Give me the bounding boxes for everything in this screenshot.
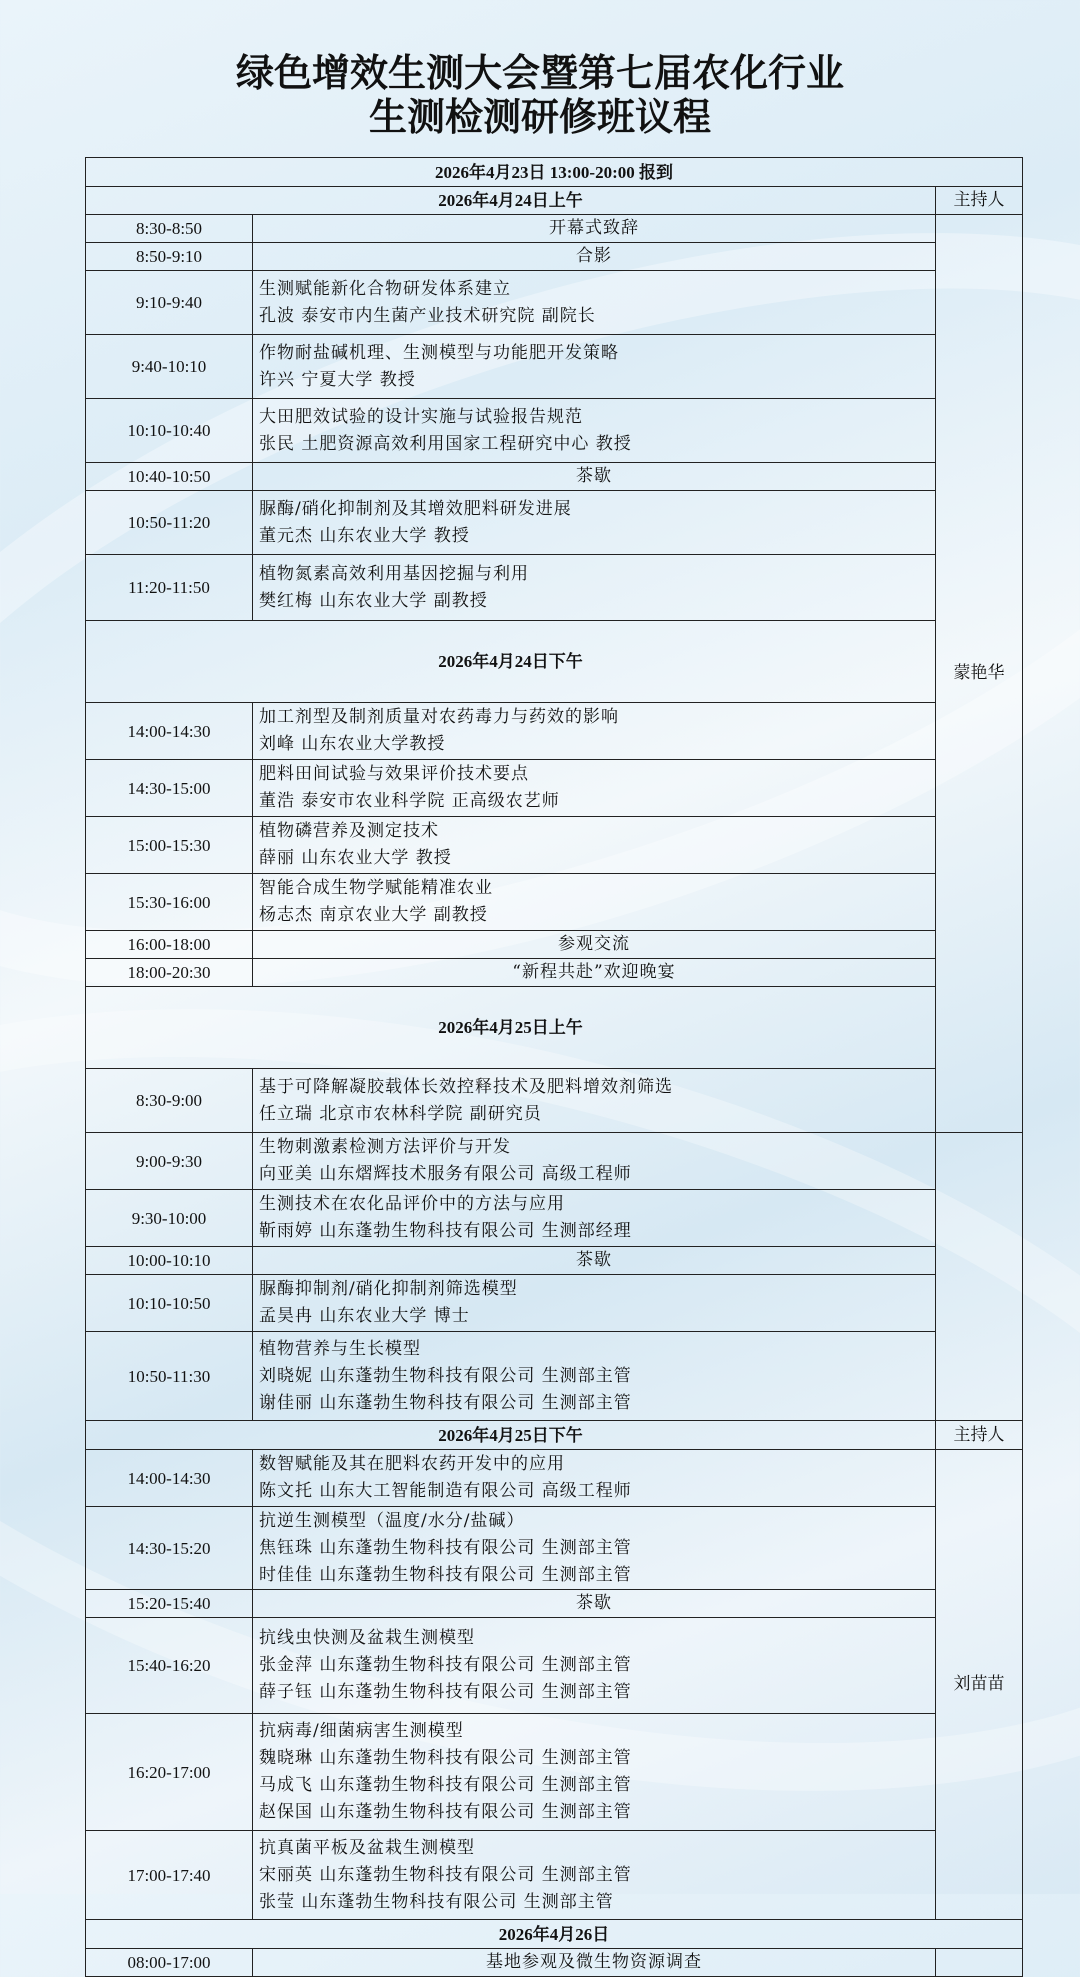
session-time: 9:10-9:40 — [86, 271, 253, 335]
session-time: 8:50-9:10 — [86, 243, 253, 271]
session-topic: 生物刺激素检测方法评价与开发 — [259, 1137, 511, 1157]
session-time: 9:00-9:30 — [86, 1133, 253, 1190]
agenda-row — [86, 1190, 1023, 1247]
session-speaker: 薛丽 山东农业大学 教授 — [259, 848, 452, 868]
session-topic: 茶歇 — [576, 466, 612, 486]
session-content — [253, 874, 936, 931]
session-content — [253, 703, 936, 760]
session-topic: 茶歇 — [576, 1593, 612, 1613]
agenda-row — [86, 1831, 1023, 1920]
session-time: 9:40-10:10 — [86, 335, 253, 399]
agenda-row — [86, 1069, 1023, 1133]
session-time: 10:10-10:50 — [86, 1275, 253, 1332]
session-topic: 智能合成生物学赋能精准农业 — [259, 878, 493, 898]
session-speaker: 马成飞 山东蓬勃生物科技有限公司 生测部主管 — [259, 1775, 632, 1795]
day-header: 2026年4月26日 — [86, 1920, 1023, 1949]
session-speaker: 陈文托 山东大工智能制造有限公司 高级工程师 — [259, 1481, 632, 1501]
session-content — [253, 1247, 936, 1275]
agenda-row — [86, 1590, 1023, 1618]
session-topic: 抗逆生测模型（温度/水分/盐碱） — [259, 1510, 525, 1531]
day-header-row — [86, 621, 1023, 703]
session-topic: 生测技术在农化品评价中的方法与应用 — [259, 1194, 565, 1214]
session-speaker: 许兴 宁夏大学 教授 — [259, 369, 416, 390]
session-topic: 开幕式致辞 — [549, 218, 639, 238]
session-time: 15:40-16:20 — [86, 1618, 253, 1714]
agenda-row — [86, 817, 1023, 874]
agenda-row — [86, 703, 1023, 760]
agenda-table — [85, 157, 1023, 1977]
session-content — [253, 463, 936, 491]
session-time: 14:30-15:00 — [86, 760, 253, 817]
registration-row — [86, 158, 1023, 187]
session-topic: 植物氮素高效利用基因挖掘与利用 — [259, 563, 529, 584]
agenda-row — [86, 1507, 1023, 1590]
session-content — [253, 959, 936, 987]
session-content — [253, 491, 936, 555]
session-topic: 抗病毒/细菌病害生测模型 — [259, 1721, 464, 1741]
agenda-row — [86, 399, 1023, 463]
session-time: 17:00-17:40 — [86, 1831, 253, 1920]
agenda-row — [86, 1949, 1023, 1977]
session-speaker: 樊红梅 山东农业大学 副教授 — [259, 590, 488, 611]
session-speaker: 靳雨婷 山东蓬勃生物科技有限公司 生测部经理 — [259, 1221, 632, 1241]
session-topic: 脲酶/硝化抑制剂及其增效肥料研发进展 — [259, 498, 572, 519]
agenda-row — [86, 1275, 1023, 1332]
session-content — [253, 1069, 936, 1133]
session-time: 10:50-11:30 — [86, 1332, 253, 1421]
session-topic: 肥料田间试验与效果评价技术要点 — [259, 764, 529, 784]
agenda-row — [86, 555, 1023, 621]
session-topic: 植物磷营养及测定技术 — [259, 821, 439, 841]
agenda-row — [86, 271, 1023, 335]
host-name: 蒙艳华 — [936, 215, 1023, 1133]
session-time: 9:30-10:00 — [86, 1190, 253, 1247]
session-speaker: 时佳佳 山东蓬勃生物科技有限公司 生测部主管 — [259, 1564, 632, 1585]
session-time: 15:30-16:00 — [86, 874, 253, 931]
session-time: 10:50-11:20 — [86, 491, 253, 555]
day-header: 2026年4月25日下午 — [86, 1421, 936, 1450]
session-content — [253, 1133, 936, 1190]
session-content — [253, 1590, 936, 1618]
session-time: 16:20-17:00 — [86, 1714, 253, 1831]
day-header: 2026年4月24日下午 — [86, 621, 936, 703]
session-content — [253, 1275, 936, 1332]
agenda-row — [86, 959, 1023, 987]
agenda-row — [86, 760, 1023, 817]
agenda-row — [86, 1133, 1023, 1190]
agenda-row — [86, 1714, 1023, 1831]
session-speaker: 任立瑞 北京市农林科学院 副研究员 — [259, 1103, 542, 1124]
page-subtitle: 生测检测研修班议程 — [368, 95, 711, 139]
day-header-row — [86, 1920, 1023, 1949]
session-time: 18:00-20:30 — [86, 959, 253, 987]
session-speaker: 张莹 山东蓬勃生物科技有限公司 生测部主管 — [259, 1891, 614, 1912]
session-topic: 数智赋能及其在肥料农药开发中的应用 — [259, 1454, 565, 1474]
session-topic: 参观交流 — [558, 934, 630, 954]
day-header-row — [86, 187, 1023, 215]
agenda-row — [86, 243, 1023, 271]
agenda-row — [86, 1332, 1023, 1421]
session-speaker: 魏晓琳 山东蓬勃生物科技有限公司 生测部主管 — [259, 1748, 632, 1768]
session-time: 8:30-8:50 — [86, 215, 253, 243]
session-topic: 大田肥效试验的设计实施与试验报告规范 — [259, 406, 583, 427]
day-header-row — [86, 987, 1023, 1069]
session-topic: 基于可降解凝胶载体长效控释技术及肥料增效剂筛选 — [259, 1076, 673, 1097]
session-speaker: 孔波 泰安市内生菌产业技术研究院 副院长 — [259, 305, 596, 326]
agenda-row — [86, 1247, 1023, 1275]
session-time: 14:00-14:30 — [86, 703, 253, 760]
session-speaker: 张民 土肥资源高效利用国家工程研究中心 教授 — [259, 433, 632, 454]
session-time: 08:00-17:00 — [86, 1949, 253, 1977]
session-topic: 抗线虫快测及盆栽生测模型 — [259, 1628, 475, 1648]
session-speaker: 向亚美 山东熠辉技术服务有限公司 高级工程师 — [259, 1164, 632, 1184]
session-topic: 脲酶抑制剂/硝化抑制剂筛选模型 — [259, 1279, 518, 1299]
session-topic: 基地参观及微生物资源调查 — [486, 1952, 702, 1972]
session-content — [253, 931, 936, 959]
session-time: 14:00-14:30 — [86, 1450, 253, 1507]
session-content — [253, 817, 936, 874]
session-content — [253, 271, 936, 335]
session-content — [253, 1714, 936, 1831]
session-time: 10:40-10:50 — [86, 463, 253, 491]
session-topic: 作物耐盐碱机理、生测模型与功能肥开发策略 — [259, 342, 619, 363]
session-topic: 茶歇 — [576, 1250, 612, 1270]
session-topic: 生测赋能新化合物研发体系建立 — [259, 278, 511, 299]
day-header: 2026年4月25日上午 — [86, 987, 936, 1069]
session-speaker: 董元杰 山东农业大学 教授 — [259, 525, 470, 546]
session-topic: 加工剂型及制剂质量对农药毒力与药效的影响 — [259, 707, 619, 727]
session-speaker: 谢佳丽 山东蓬勃生物科技有限公司 生测部主管 — [259, 1392, 632, 1413]
session-time: 16:00-18:00 — [86, 931, 253, 959]
session-topic: “新程共赴”欢迎晚宴 — [512, 962, 676, 982]
session-time: 15:00-15:30 — [86, 817, 253, 874]
session-time: 10:10-10:40 — [86, 399, 253, 463]
agenda-row — [86, 931, 1023, 959]
session-speaker: 刘峰 山东农业大学教授 — [259, 734, 446, 754]
session-speaker: 孟昊冉 山东农业大学 博士 — [259, 1306, 470, 1326]
session-content — [253, 1618, 936, 1714]
registration-cell: 2026年4月23日 13:00-20:00 报到 — [86, 158, 1023, 187]
agenda-row — [86, 463, 1023, 491]
day-header: 2026年4月24日上午 — [86, 187, 936, 215]
session-time: 14:30-15:20 — [86, 1507, 253, 1590]
session-topic: 抗真菌平板及盆栽生测模型 — [259, 1837, 475, 1858]
session-speaker: 薛子钰 山东蓬勃生物科技有限公司 生测部主管 — [259, 1682, 632, 1702]
session-content — [253, 1831, 936, 1920]
session-content — [253, 1450, 936, 1507]
session-topic: 植物营养与生长模型 — [259, 1338, 421, 1359]
session-content — [253, 555, 936, 621]
session-content — [253, 1949, 936, 1977]
host-label: 主持人 — [936, 187, 1023, 215]
session-speaker: 刘晓妮 山东蓬勃生物科技有限公司 生测部主管 — [259, 1365, 632, 1386]
session-content — [253, 215, 936, 243]
session-content — [253, 1507, 936, 1590]
session-speaker: 张金萍 山东蓬勃生物科技有限公司 生测部主管 — [259, 1655, 632, 1675]
page-title: 绿色增效生测大会暨第七届农化行业 — [235, 51, 844, 95]
session-speaker: 杨志杰 南京农业大学 副教授 — [259, 905, 488, 925]
session-content — [253, 1190, 936, 1247]
agenda-row — [86, 335, 1023, 399]
session-speaker: 焦钰珠 山东蓬勃生物科技有限公司 生测部主管 — [259, 1537, 632, 1558]
session-speaker: 宋丽英 山东蓬勃生物科技有限公司 生测部主管 — [259, 1864, 632, 1885]
agenda-row — [86, 1618, 1023, 1714]
agenda-row — [86, 1450, 1023, 1507]
session-speaker: 董浩 泰安市农业科学院 正高级农艺师 — [259, 791, 560, 811]
host-name: 刘苗苗 — [936, 1450, 1023, 1920]
day-header-row — [86, 1421, 1023, 1450]
session-time: 15:20-15:40 — [86, 1590, 253, 1618]
session-time: 10:00-10:10 — [86, 1247, 253, 1275]
session-speaker: 赵保国 山东蓬勃生物科技有限公司 生测部主管 — [259, 1802, 632, 1822]
agenda-row — [86, 874, 1023, 931]
session-topic: 合影 — [576, 246, 612, 266]
session-content — [253, 399, 936, 463]
session-content — [253, 1332, 936, 1421]
agenda-row — [86, 215, 1023, 243]
session-time: 11:20-11:50 — [86, 555, 253, 621]
host-empty — [936, 1949, 1023, 1977]
session-content — [253, 760, 936, 817]
session-content — [253, 243, 936, 271]
agenda-row — [86, 491, 1023, 555]
host-label: 主持人 — [936, 1421, 1023, 1450]
session-content — [253, 335, 936, 399]
session-time: 8:30-9:00 — [86, 1069, 253, 1133]
